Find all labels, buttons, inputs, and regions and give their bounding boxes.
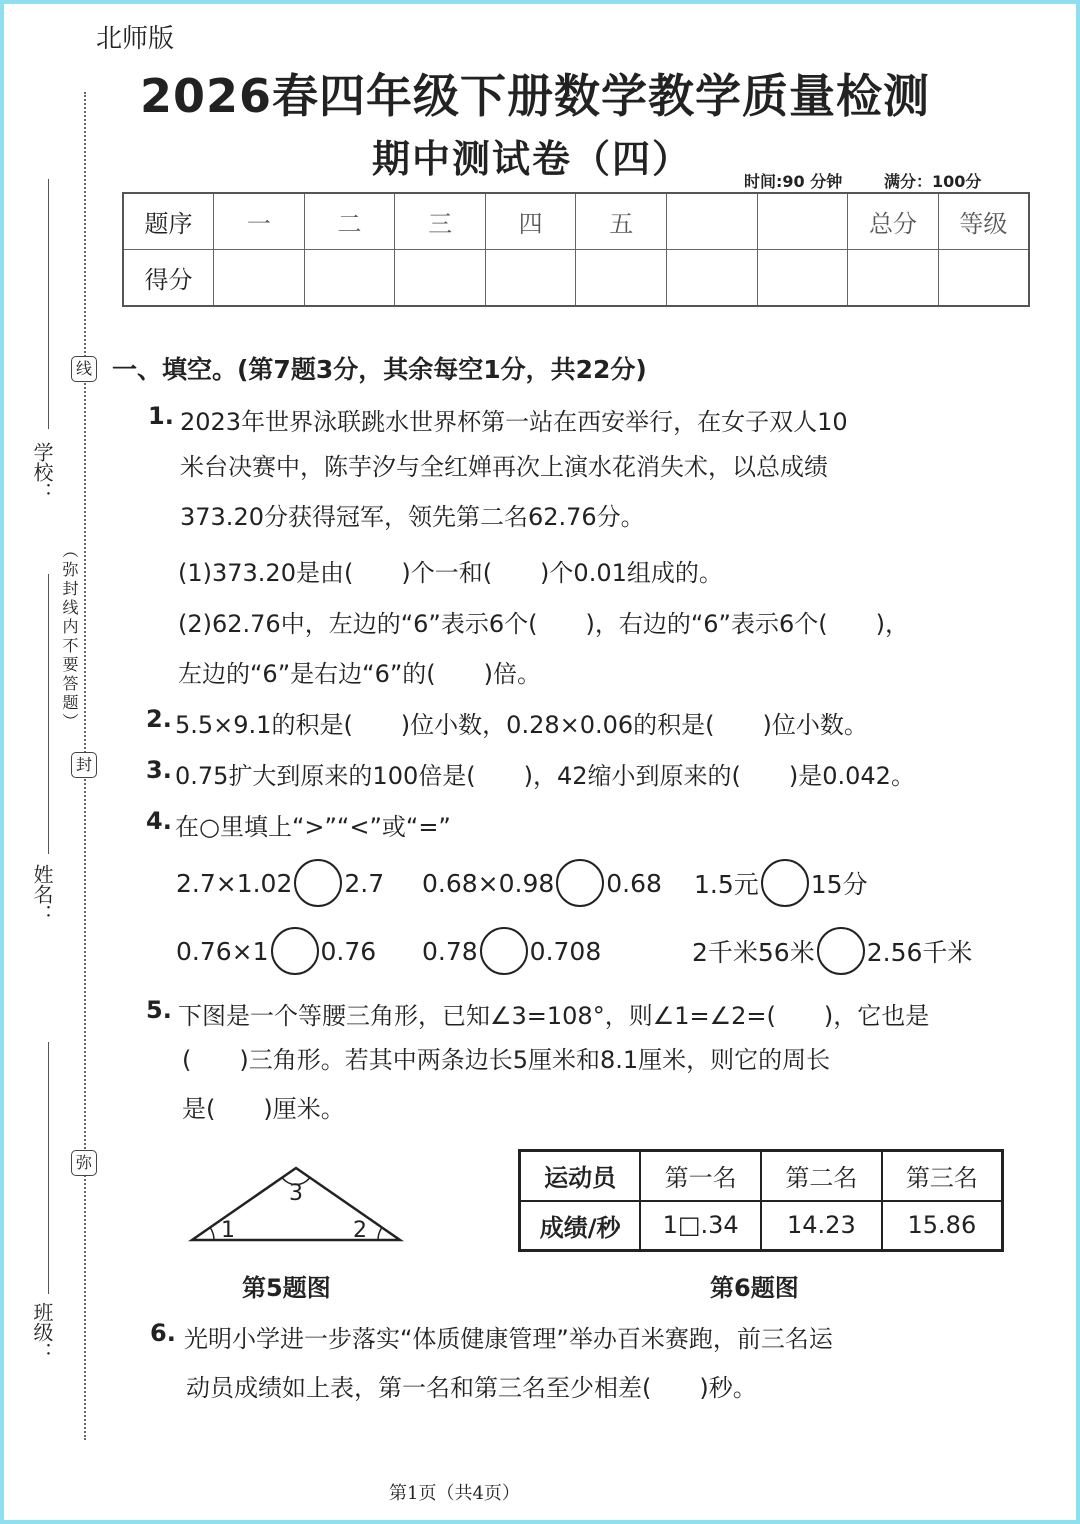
class-line[interactable] xyxy=(48,1042,49,1294)
section-heading: 一、填空。(第7题3分，其余每空1分，共22分) xyxy=(112,355,647,384)
score-header-cell: 五 xyxy=(576,193,667,250)
q5-text-line1: 下图是一个等腰三角形，已知∠3=108°，则∠1=∠2=( )，它也是 xyxy=(178,1002,930,1030)
compare-item xyxy=(694,859,868,907)
q4-text: 在○里填上“>”“<”或“=” xyxy=(175,813,451,841)
compare-item xyxy=(422,859,662,907)
exam-title: 2026春四年级下册数学教学质量检测 xyxy=(140,69,931,123)
q5-text-line3: 是( )厘米。 xyxy=(182,1095,345,1123)
q4-number: 4. xyxy=(146,807,172,835)
q6-text-line2: 动员成绩如上表，第一名和第三名至少相差( )秒。 xyxy=(186,1374,757,1402)
race-header-cell: 第二名 xyxy=(761,1151,882,1201)
exam-subtitle: 期中测试卷（四） xyxy=(372,137,693,181)
race-score-cell: 14.23 xyxy=(761,1201,882,1251)
score-header-cell: 三 xyxy=(395,193,486,250)
race-table-header-row xyxy=(520,1151,1003,1201)
compare-item xyxy=(422,927,601,975)
school-label: 学校： xyxy=(30,442,54,502)
race-header-cell: 运动员 xyxy=(520,1151,641,1201)
class-label: 班级： xyxy=(30,1302,54,1362)
angle-2-arc xyxy=(378,1228,382,1241)
name-label: 姓名： xyxy=(30,864,54,924)
compare-left: 0.76×1 xyxy=(176,936,269,966)
score-cell[interactable] xyxy=(395,250,486,307)
compare-item xyxy=(176,859,384,907)
binding-mark-line: 线 xyxy=(71,356,97,382)
isosceles-triangle-figure xyxy=(184,1160,408,1250)
compare-right: 0.76 xyxy=(320,936,377,966)
edition-label: 北师版 xyxy=(96,24,175,54)
q2-text: 5.5×9.1的积是( )位小数，0.28×0.06的积是( )位小数。 xyxy=(175,711,868,739)
full-score: 满分：100分 xyxy=(884,172,982,191)
compare-left: 2千米56米 xyxy=(692,938,815,967)
score-row-label: 得分 xyxy=(123,250,214,307)
score-header-cell xyxy=(667,193,758,250)
race-header-cell: 第一名 xyxy=(640,1151,761,1201)
score-header-cell: 二 xyxy=(304,193,395,250)
time-limit: 时间:90 分钟 xyxy=(744,172,843,191)
score-header-cell: 一 xyxy=(214,193,305,250)
angle-2-label: 2 xyxy=(353,1218,367,1243)
score-table-score-row xyxy=(123,250,1029,307)
score-header-cell: 总分 xyxy=(848,193,939,250)
angle-1-label: 1 xyxy=(221,1218,235,1243)
q2-number: 2. xyxy=(146,705,172,733)
score-table-header-row xyxy=(123,193,1029,250)
q1-text-line2: 米台决赛中，陈芋汐与全红婵再次上演水花消失术，以总成绩 xyxy=(180,453,828,481)
compare-circle[interactable] xyxy=(556,859,604,907)
school-line[interactable] xyxy=(48,179,49,429)
race-header-cell: 第三名 xyxy=(882,1151,1003,1201)
figure5-caption: 第5题图 xyxy=(242,1274,331,1302)
race-score-cell: 1□.34 xyxy=(640,1201,761,1251)
binding-note: （弥封线内不要答题） xyxy=(60,542,79,732)
angle-3-label: 3 xyxy=(289,1181,303,1206)
compare-circle[interactable] xyxy=(817,927,865,975)
compare-left: 2.7×1.02 xyxy=(176,868,293,898)
score-cell[interactable] xyxy=(485,250,576,307)
score-cell[interactable] xyxy=(304,250,395,307)
score-cell[interactable] xyxy=(757,250,848,307)
compare-item xyxy=(176,927,376,975)
compare-circle[interactable] xyxy=(294,859,342,907)
q3-text: 0.75扩大到原来的100倍是( )，42缩小到原来的( )是0.042。 xyxy=(175,762,915,790)
q6-number: 6. xyxy=(150,1319,176,1347)
q1-sub3: 左边的“6”是右边“6”的( )倍。 xyxy=(178,660,541,688)
score-cell[interactable] xyxy=(848,250,939,307)
q1-number: 1. xyxy=(148,402,174,430)
q1-sub2: (2)62.76中，左边的“6”表示6个( )，右边的“6”表示6个( )， xyxy=(178,610,909,638)
compare-circle[interactable] xyxy=(761,859,809,907)
score-cell[interactable] xyxy=(576,250,667,307)
compare-item xyxy=(692,927,972,975)
compare-left: 0.78 xyxy=(422,936,478,966)
compare-left: 1.5元 xyxy=(694,870,759,899)
compare-right: 2.56千米 xyxy=(866,938,973,967)
race-table-score-row xyxy=(520,1201,1003,1251)
score-table xyxy=(122,192,1030,307)
score-header-cell: 题序 xyxy=(123,193,214,250)
binding-mark-seal: 封 xyxy=(71,752,97,778)
figure6-caption: 第6题图 xyxy=(710,1274,799,1302)
race-row-label: 成绩/秒 xyxy=(520,1201,641,1251)
score-header-cell xyxy=(757,193,848,250)
angle-1-arc xyxy=(210,1228,214,1241)
compare-circle[interactable] xyxy=(480,927,528,975)
compare-right: 0.708 xyxy=(529,936,602,966)
score-header-cell: 四 xyxy=(485,193,576,250)
compare-circle[interactable] xyxy=(271,927,319,975)
q1-sub1: (1)373.20是由( )个一和( )个0.01组成的。 xyxy=(178,559,723,587)
q6-text-line1: 光明小学进一步落实“体质健康管理”举办百米赛跑，前三名运 xyxy=(184,1325,833,1353)
q5-text-line2: ( )三角形。若其中两条边长5厘米和8.1厘米，则它的周长 xyxy=(182,1046,831,1074)
compare-right: 15分 xyxy=(810,870,868,899)
score-cell[interactable] xyxy=(938,250,1029,307)
score-header-cell: 等级 xyxy=(938,193,1029,250)
q1-text-line3: 373.20分获得冠军，领先第二名62.76分。 xyxy=(180,503,645,531)
page-number: 第1页（共4页） xyxy=(389,1483,520,1504)
compare-right: 0.68 xyxy=(606,868,662,898)
score-cell[interactable] xyxy=(667,250,758,307)
race-score-cell: 15.86 xyxy=(882,1201,1003,1251)
binding-mark-close: 弥 xyxy=(71,1150,97,1176)
race-results-table xyxy=(518,1149,1004,1252)
name-line[interactable] xyxy=(48,574,49,854)
q3-number: 3. xyxy=(146,756,172,784)
q5-number: 5. xyxy=(146,996,172,1024)
compare-left: 0.68×0.98 xyxy=(422,868,555,898)
compare-right: 2.7 xyxy=(344,868,385,898)
score-cell[interactable] xyxy=(214,250,305,307)
q1-text-line1: 2023年世界泳联跳水世界杯第一站在西安举行，在女子双人10 xyxy=(180,408,848,436)
